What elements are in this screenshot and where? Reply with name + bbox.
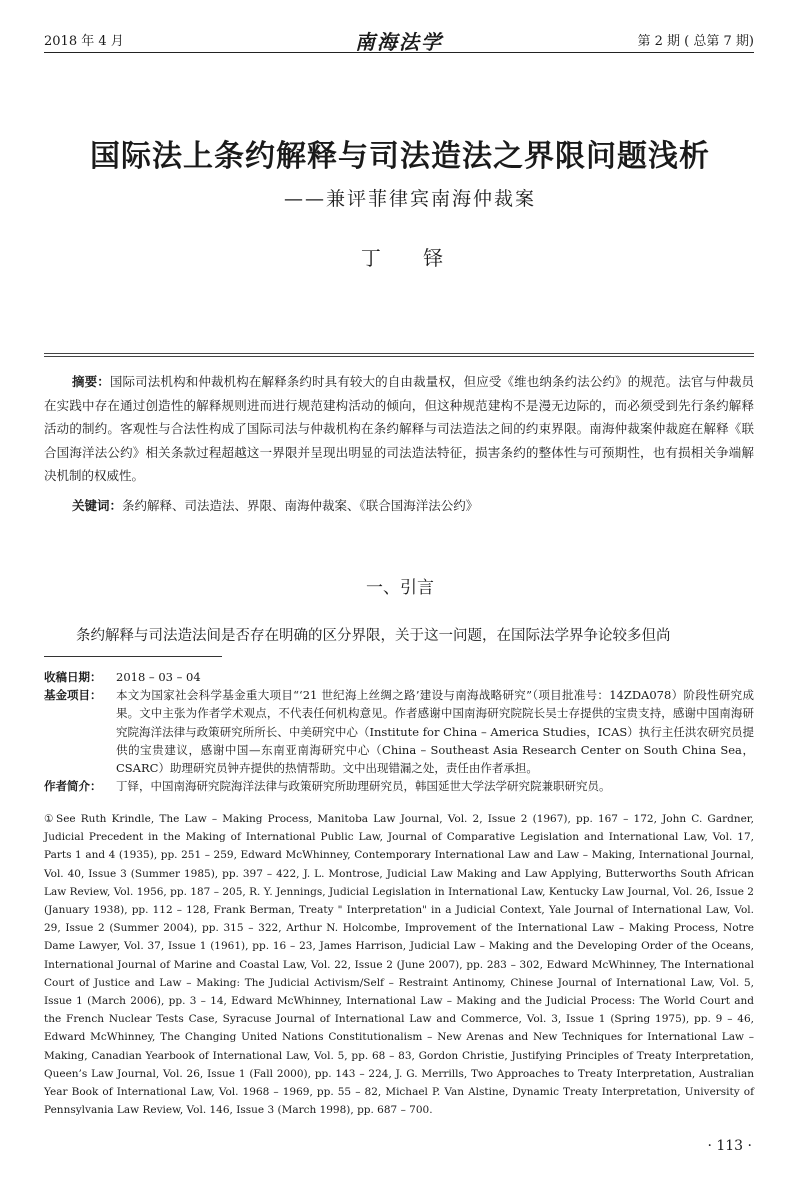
running-header bbox=[44, 28, 754, 52]
abstract-rule-second bbox=[44, 356, 754, 357]
received-date: 2018 – 03 – 04 bbox=[116, 670, 201, 684]
author-name: 丁 铎 bbox=[360, 246, 462, 270]
footnote-text: See Ruth Krindle, The Law – Making Process, Manitoba Law Journal, Vol. 2, Issue 2 (1967), pp. 167 – 172, John C. Gardner, Judicial Precedent in the Making of International Public Law, Journal of Comparative Legislation and International Law, Vol. 17, Parts 1 and 4 (1935), pp. 251 – 259, Edward McWhinney, Contemporary International Law and Law – Making, International Journal, Vol. 40, Issue 3 (Summer 1985), pp. 397 – 422, J. L. Montrose, Judicial Law Making and Law Applying, Butterworths South African Law Review, Vol. 1956, pp. 187 – 205, R. Y. Jennings, Judicial Legislation in International Law, Kentucky Law Journal, Vol. 26, Issue 2 (January 1938), pp. 112 – 128, Frank Berman, Treaty " Interpretation" in a Judicial Context, Yale Journal of International Law, Vol. 29, Issue 2 (Summer 2004), pp. 315 – 322, Arthur N. Holcombe, Improvement of the International Law – Making Process, Notre Dame Lawyer, Vol. 37, Issue 1 (1961), pp. 16 – 23, James Harrison, Judicial Law – Making and the Developing Order of the Oceans, International Journal of Marine and Coastal Law, Vol. 22, Issue 2 (June 2007), pp. 283 – 302, Edward McWhinney, The International Court of Justice and Law – Making: The Judicial Activism/Self – Restraint Antinomy, Chinese Journal of International Law, Vol. 5, Issue 1 (March 2006), pp. 3 – 14, Edward McWhinney, International Law – Making and the Judicial Process: The World Court and the French Nuclear Tests Case, Syracuse Journal of International Law and Commerce, Vol. 3, Issue 1 (Spring 1975), pp. 9 – 46, Edward McWhinney, The Changing United Nations Constitutionalism – New Arenas and New Techniques for International Law – Making, Canadian Yearbook of International Law, Vol. 5, pp. 68 – 83, Gordon Christie, Justifying Principles of Treaty Interpretation, Queen’s Law Journal, Vol. 26, Issue 1 (Fall 2000), pp. 143 – 224, J. G. Merrills, Two Approaches to Treaty Interpretation, Australian Year Book of International Law, Vol. 1968 – 1969, pp. 55 – 82, Michael P. Van Alstine, Dynamic Treaty Interpretation, University of Pennsylvania Law Review, Vol. 146, Issue 3 (March 1998), pp. 687 – 700. bbox=[44, 813, 754, 1117]
article-subtitle: ——兼评菲律宾南海仲裁案 bbox=[283, 188, 536, 210]
keywords bbox=[44, 495, 754, 517]
footnote-mark: ① bbox=[44, 813, 54, 825]
header-rule bbox=[44, 52, 754, 53]
author-bio-row bbox=[44, 777, 754, 795]
received-label: 收稿日期： bbox=[44, 670, 102, 684]
abstract-label: 摘要： bbox=[72, 374, 110, 389]
fund-label: 基金项目： bbox=[44, 688, 102, 703]
article-notes bbox=[44, 668, 754, 795]
keywords-text: 条约解释、司法造法、界限、南海仲裁案、《联合国海洋法公约》 bbox=[122, 498, 479, 513]
header-date: 2018 年 4 月 bbox=[44, 34, 124, 49]
article-title: 国际法上条约解释与司法造法之界限问题浅析 bbox=[90, 139, 710, 174]
abstract-text: 国际司法机构和仲裁机构在解释条约时具有较大的自由裁量权，但应受《维也纳条约法公约》的规范。法官与仲裁员在实践中存在通过创造性的解释规则进而进行规范建构活动的倾向，但这种规范建构不是漫无边际的，而必须受到先行条约解释活动的制约。客观性与合法性构成了国际司法与仲裁机构在条约解释与司法造法之间的约束界限。南海仲裁案仲裁庭在解释《联合国海洋法公约》相关条款过程超越这一界限并呈现出明显的司法造法特征，损害条约的整体性与可预期性，也有损相关争端解决机制的权威性。 bbox=[44, 374, 754, 483]
bio-text: 丁铎，中国南海研究院海洋法律与政策研究所助理研究员，韩国延世大学法学研究院兼职研究员。 bbox=[116, 779, 611, 794]
abstract-rule bbox=[44, 353, 754, 354]
abstract bbox=[44, 370, 754, 488]
fund-row bbox=[44, 686, 754, 777]
footnote-1 bbox=[44, 810, 754, 1119]
section-heading: 一、引言 bbox=[366, 578, 434, 598]
fund-text: 本文为国家社会科学基金重大项目“‘21 世纪海上丝绸之路’建设与南海战略研究”（项目批准号：14ZDA078）阶段性研究成果。文中主张为作者学术观点，不代表任何机构意见。作者感谢中国南海研究院院长吴士存提供的宝贵支持，感谢中国南海研究院海洋法律与政策研究所所长、中美研究中心（Institute for China – America Studies，ICAS）执行主任洪农研究员提供的宝贵建议，感谢中国—东南亚南海研究中心（China – Southeast Asia Research Center on South China Sea，CSARC）助理研究员钟卉提供的热情帮助。文中出现错漏之处，责任由作者承担。 bbox=[116, 688, 754, 776]
journal-name: 南海法学 bbox=[355, 30, 443, 54]
keywords-label: 关键词： bbox=[72, 498, 123, 513]
body-paragraph: 条约解释与司法造法间是否存在明确的区分界限，关于这一问题，在国际法学界争论较多但尚 bbox=[76, 628, 671, 644]
received-date-row bbox=[44, 668, 754, 686]
header-issue: 第 2 期 ( 总第 7 期) bbox=[637, 34, 754, 49]
bio-label: 作者简介： bbox=[44, 779, 102, 794]
footnote-rule bbox=[44, 656, 222, 657]
page-number: · 113 · bbox=[707, 1138, 752, 1154]
